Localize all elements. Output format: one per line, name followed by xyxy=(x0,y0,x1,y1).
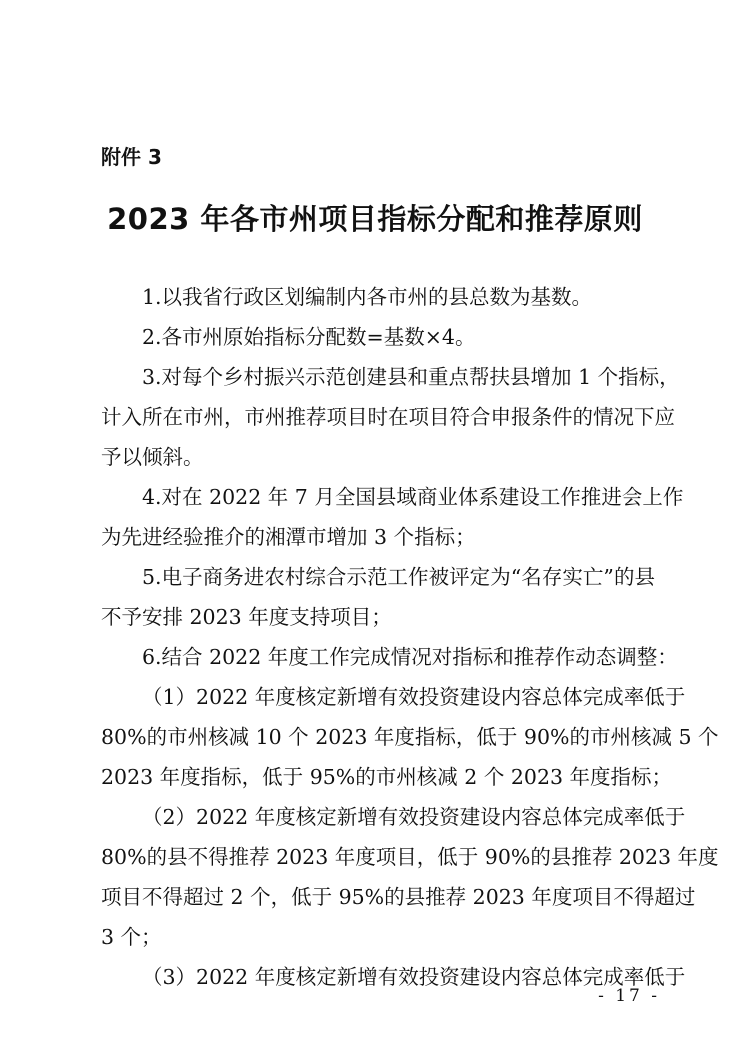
paragraph-line: 予以倾斜。 xyxy=(101,445,204,469)
paragraph-line: 4.对在 2022 年 7 月全国县域商业体系建设工作推进会上作 xyxy=(142,485,684,509)
paragraph-line: （1）2022 年度核定新增有效投资建设内容总体完成率低于 xyxy=(142,685,686,709)
paragraph-line: 3.对每个乡村振兴示范创建县和重点帮扶县增加 1 个指标， xyxy=(142,365,680,389)
paragraph-line: 6.结合 2022 年度工作完成情况对指标和推荐作动态调整： xyxy=(142,645,678,669)
paragraph-line: 项目不得超过 2 个，低于 95%的县推荐 2023 年度项目不得超过 xyxy=(101,885,696,909)
paragraph-line: 80%的市州核减 10 个 2023 年度指标，低于 90%的市州核减 5 个 xyxy=(101,725,719,749)
paragraph-line: 1.以我省行政区划编制内各市州的县总数为基数。 xyxy=(142,285,593,309)
page-number: - 17 - xyxy=(598,986,660,1006)
paragraph-line: 为先进经验推介的湘潭市增加 3 个指标； xyxy=(101,525,476,549)
paragraph-line: 计入所在市州，市州推荐项目时在项目符合申报条件的情况下应 xyxy=(101,405,675,429)
document-body xyxy=(101,277,719,997)
paragraph-line: 2.各市州原始指标分配数=基数×4。 xyxy=(142,325,476,349)
paragraph-line: （3）2022 年度核定新增有效投资建设内容总体完成率低于 xyxy=(142,965,686,989)
paragraph-line: 不予安排 2023 年度支持项目； xyxy=(101,605,392,629)
document-title: 2023 年各市州项目指标分配和推荐原则 xyxy=(107,202,643,236)
paragraph-line: 3 个； xyxy=(101,925,162,949)
attachment-label: 附件 3 xyxy=(101,145,162,169)
paragraph-line: 2023 年度指标，低于 95%的市州核减 2 个 2023 年度指标； xyxy=(101,765,673,789)
paragraph-line: 80%的县不得推荐 2023 年度项目，低于 90%的县推荐 2023 年度 xyxy=(101,845,719,869)
paragraph-line: 5.电子商务进农村综合示范工作被评定为“名存实亡”的县 xyxy=(142,565,655,589)
paragraph-line: （2）2022 年度核定新增有效投资建设内容总体完成率低于 xyxy=(142,805,686,829)
